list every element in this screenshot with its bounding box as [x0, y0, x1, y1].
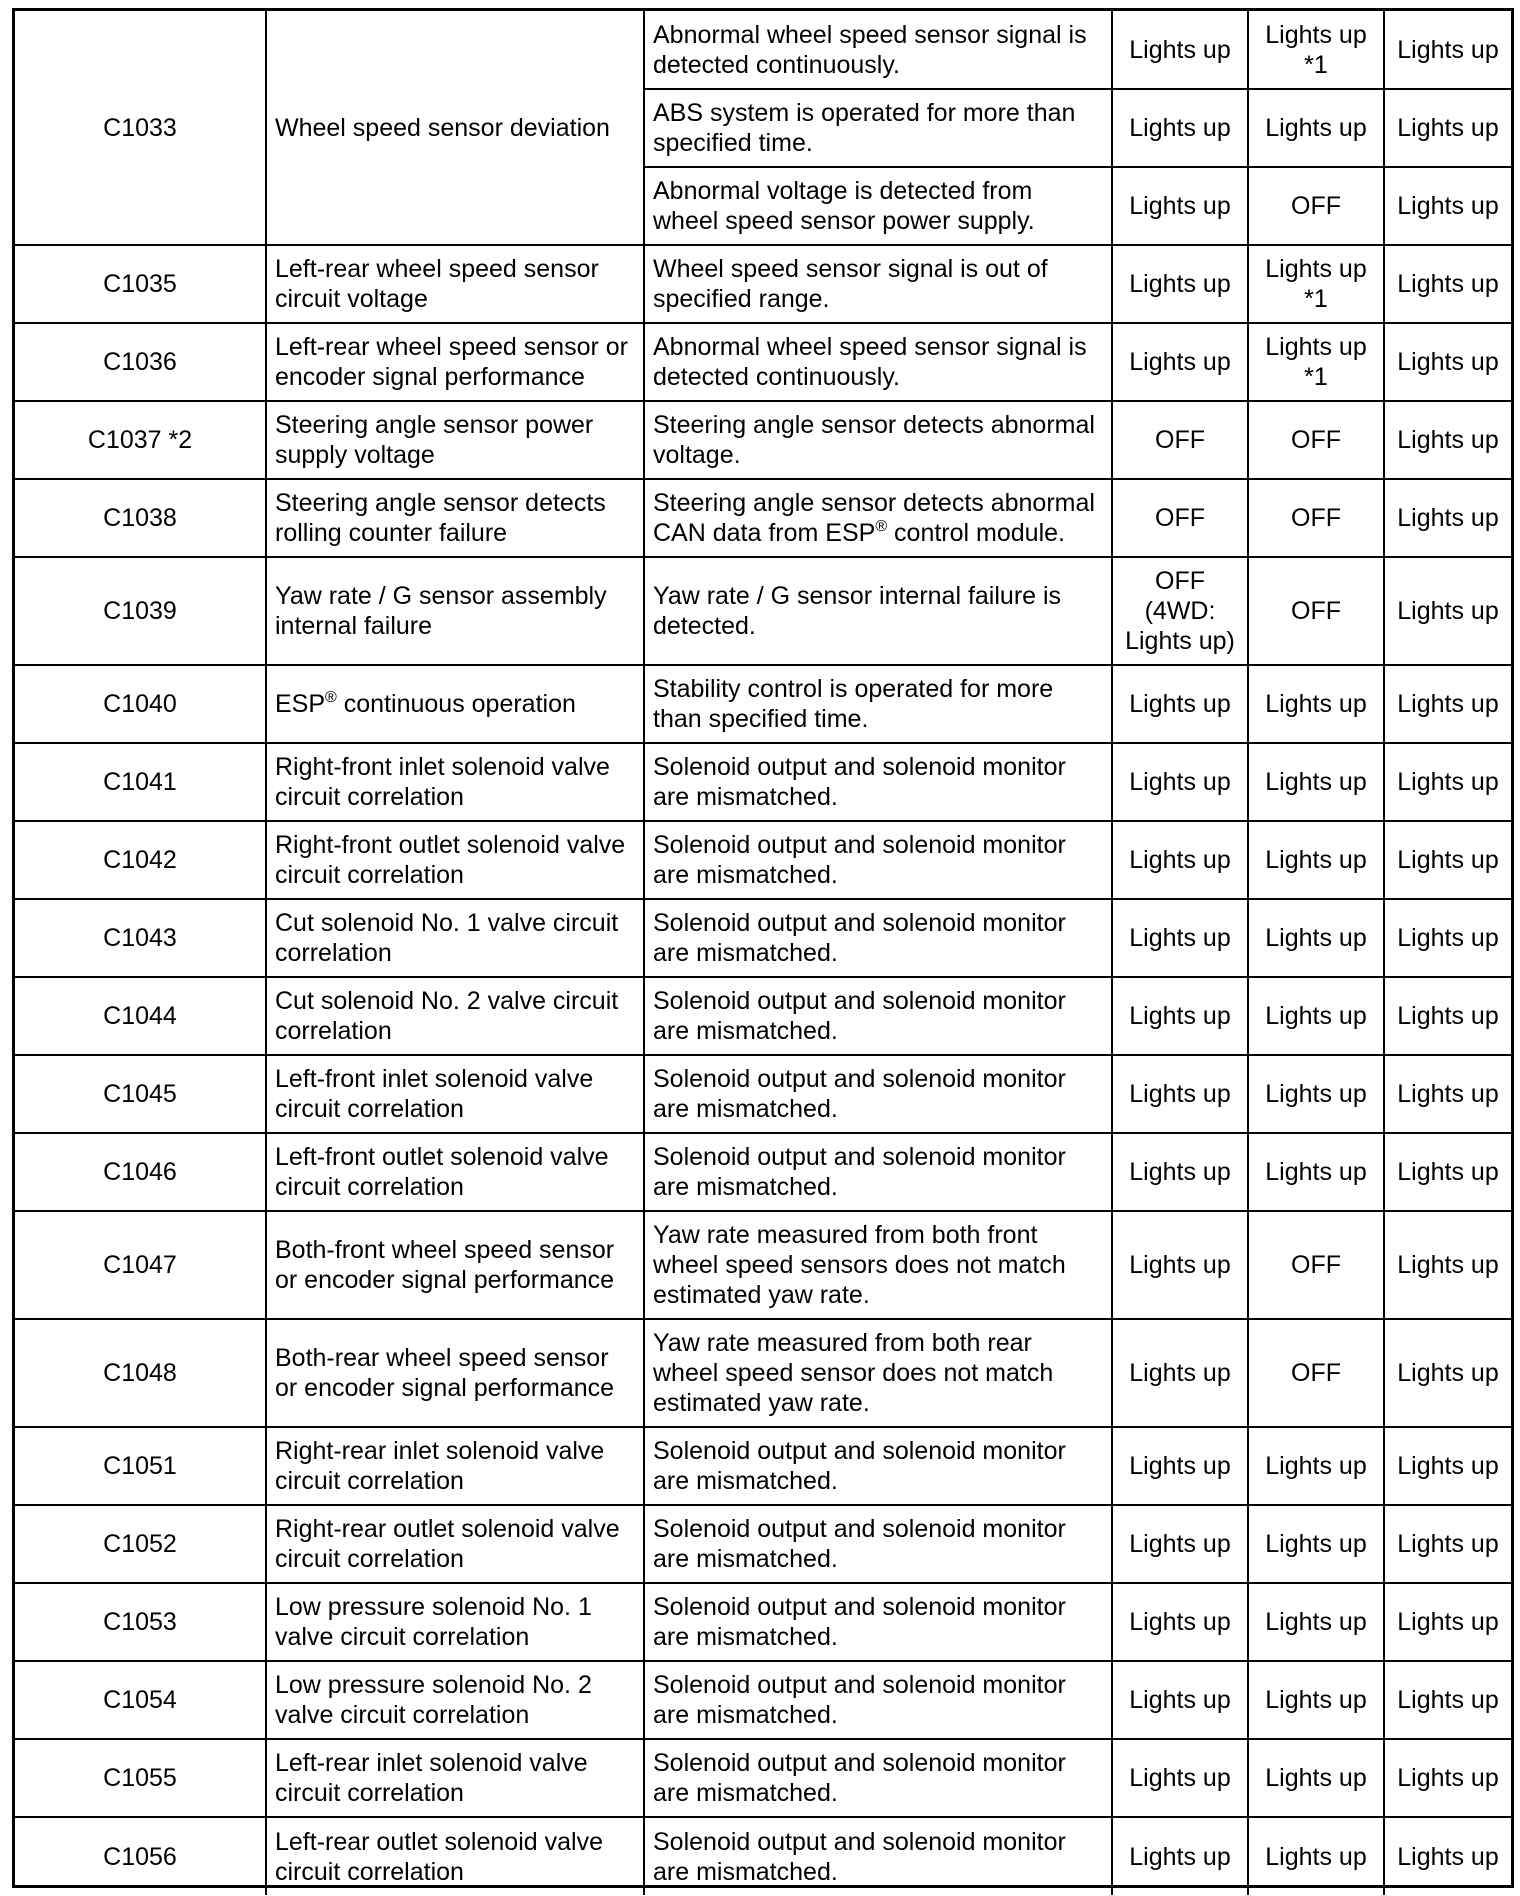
detection-condition: Solenoid output and solenoid monitor are mismatched.: [644, 1133, 1112, 1211]
table-row: [15, 1583, 1511, 1661]
diagnostic-item: Low pressure solenoid No. 2 valve circuit correlation: [266, 1661, 644, 1739]
dtc-code: C1044: [15, 977, 266, 1055]
lamp-status-3: Lights up: [1384, 89, 1511, 167]
lamp-status-1: Lights up: [1112, 1661, 1248, 1739]
table-row: [15, 1661, 1511, 1739]
lamp-status-1: Lights up: [1112, 899, 1248, 977]
lamp-status-2: Lights up *1: [1248, 11, 1384, 89]
detection-condition: Solenoid output and solenoid monitor are mismatched.: [644, 977, 1112, 1055]
lamp-status-2: OFF: [1248, 479, 1384, 557]
table-row: [15, 821, 1511, 899]
detection-condition: Yaw rate measured from both front wheel speed sensors does not match estimated yaw rate.: [644, 1211, 1112, 1319]
detection-condition: Solenoid output and solenoid monitor are mismatched.: [644, 1055, 1112, 1133]
lamp-status-1: Lights up: [1112, 1583, 1248, 1661]
lamp-status-2: OFF: [1248, 167, 1384, 245]
diagnostic-item: Left-front outlet solenoid valve circuit correlation: [266, 1133, 644, 1211]
diagnostic-item: ESP® continuous operation: [266, 665, 644, 743]
lamp-status-3: Lights up: [1384, 1583, 1511, 1661]
diagnostic-item: Left-rear inlet solenoid valve circuit correlation: [266, 1739, 644, 1817]
lamp-status-2: Lights up: [1248, 1583, 1384, 1661]
lamp-status-3: Lights up: [1384, 1427, 1511, 1505]
lamp-status-1: OFF: [1112, 479, 1248, 557]
dtc-code: C1036: [15, 323, 266, 401]
detection-condition: Solenoid output and solenoid monitor are mismatched.: [644, 1817, 1112, 1895]
dtc-code: C1042: [15, 821, 266, 899]
dtc-code: C1033: [15, 11, 266, 245]
lamp-status-1: Lights up: [1112, 1055, 1248, 1133]
lamp-status-1: Lights up: [1112, 977, 1248, 1055]
diagnostic-item: Wheel speed sensor deviation: [266, 11, 644, 245]
detection-condition: Solenoid output and solenoid monitor are mismatched.: [644, 899, 1112, 977]
lamp-status-2: Lights up: [1248, 899, 1384, 977]
lamp-status-1: Lights up: [1112, 1319, 1248, 1427]
table-row: [15, 665, 1511, 743]
lamp-status-3: Lights up: [1384, 1211, 1511, 1319]
detection-condition: Abnormal wheel speed sensor signal is detected continuously.: [644, 11, 1112, 89]
diagnostic-item: Steering angle sensor power supply voltage: [266, 401, 644, 479]
detection-condition: Solenoid output and solenoid monitor are mismatched.: [644, 743, 1112, 821]
lamp-status-3: Lights up: [1384, 167, 1511, 245]
dtc-code: C1051: [15, 1427, 266, 1505]
lamp-status-2: Lights up: [1248, 1055, 1384, 1133]
dtc-code: C1037 *2: [15, 401, 266, 479]
dtc-code: C1038: [15, 479, 266, 557]
lamp-status-3: Lights up: [1384, 743, 1511, 821]
lamp-status-2: Lights up: [1248, 821, 1384, 899]
dtc-table-container: [12, 8, 1514, 1888]
lamp-status-1: Lights up: [1112, 11, 1248, 89]
lamp-status-3: Lights up: [1384, 11, 1511, 89]
table-row: [15, 1319, 1511, 1427]
dtc-code: C1055: [15, 1739, 266, 1817]
detection-condition: Solenoid output and solenoid monitor are mismatched.: [644, 1505, 1112, 1583]
lamp-status-2: OFF: [1248, 557, 1384, 665]
lamp-status-3: Lights up: [1384, 479, 1511, 557]
diagnostic-item: Right-front outlet solenoid valve circuit correlation: [266, 821, 644, 899]
lamp-status-1: Lights up: [1112, 323, 1248, 401]
dtc-code: C1056: [15, 1817, 266, 1895]
table-row: [15, 557, 1511, 665]
lamp-status-1: Lights up: [1112, 167, 1248, 245]
lamp-status-1: Lights up: [1112, 245, 1248, 323]
table-row: [15, 245, 1511, 323]
detection-condition: Abnormal voltage is detected from wheel speed sensor power supply.: [644, 167, 1112, 245]
table-row: [15, 11, 1511, 89]
detection-condition: Stability control is operated for more than specified time.: [644, 665, 1112, 743]
lamp-status-3: Lights up: [1384, 1319, 1511, 1427]
dtc-table: [15, 11, 1511, 1895]
lamp-status-1: Lights up: [1112, 1817, 1248, 1895]
lamp-status-2: Lights up *1: [1248, 323, 1384, 401]
lamp-status-2: OFF: [1248, 1211, 1384, 1319]
lamp-status-2: Lights up *1: [1248, 245, 1384, 323]
dtc-code: C1048: [15, 1319, 266, 1427]
lamp-status-3: Lights up: [1384, 665, 1511, 743]
detection-condition: Yaw rate measured from both rear wheel speed sensor does not match estimated yaw rate.: [644, 1319, 1112, 1427]
lamp-status-2: OFF: [1248, 401, 1384, 479]
lamp-status-2: Lights up: [1248, 743, 1384, 821]
lamp-status-2: Lights up: [1248, 1661, 1384, 1739]
table-row: [15, 1427, 1511, 1505]
dtc-code: C1040: [15, 665, 266, 743]
diagnostic-item: Cut solenoid No. 2 valve circuit correlation: [266, 977, 644, 1055]
table-row: [15, 323, 1511, 401]
dtc-code: C1047: [15, 1211, 266, 1319]
table-row: [15, 977, 1511, 1055]
dtc-code: C1052: [15, 1505, 266, 1583]
lamp-status-1: Lights up: [1112, 743, 1248, 821]
detection-condition: Yaw rate / G sensor internal failure is detected.: [644, 557, 1112, 665]
lamp-status-2: Lights up: [1248, 977, 1384, 1055]
lamp-status-3: Lights up: [1384, 977, 1511, 1055]
lamp-status-2: Lights up: [1248, 1427, 1384, 1505]
detection-condition: Solenoid output and solenoid monitor are mismatched.: [644, 821, 1112, 899]
diagnostic-item: Left-rear wheel speed sensor circuit voltage: [266, 245, 644, 323]
lamp-status-1: Lights up: [1112, 821, 1248, 899]
detection-condition: Solenoid output and solenoid monitor are mismatched.: [644, 1427, 1112, 1505]
detection-condition: Steering angle sensor detects abnormal voltage.: [644, 401, 1112, 479]
lamp-status-3: Lights up: [1384, 1055, 1511, 1133]
dtc-code: C1043: [15, 899, 266, 977]
lamp-status-2: OFF: [1248, 1319, 1384, 1427]
lamp-status-3: Lights up: [1384, 1505, 1511, 1583]
lamp-status-3: Lights up: [1384, 899, 1511, 977]
dtc-code: C1053: [15, 1583, 266, 1661]
lamp-status-2: Lights up: [1248, 1505, 1384, 1583]
table-row: [15, 1211, 1511, 1319]
dtc-code: C1046: [15, 1133, 266, 1211]
lamp-status-3: Lights up: [1384, 1661, 1511, 1739]
diagnostic-item: Right-front inlet solenoid valve circuit correlation: [266, 743, 644, 821]
diagnostic-item: Left-rear outlet solenoid valve circuit correlation: [266, 1817, 644, 1895]
lamp-status-1: Lights up: [1112, 1211, 1248, 1319]
detection-condition: Solenoid output and solenoid monitor are mismatched.: [644, 1739, 1112, 1817]
diagnostic-item: Yaw rate / G sensor assembly internal failure: [266, 557, 644, 665]
lamp-status-3: Lights up: [1384, 821, 1511, 899]
lamp-status-1: Lights up: [1112, 1427, 1248, 1505]
lamp-status-1: Lights up: [1112, 1133, 1248, 1211]
lamp-status-2: Lights up: [1248, 665, 1384, 743]
dtc-code: C1041: [15, 743, 266, 821]
lamp-status-2: Lights up: [1248, 1817, 1384, 1895]
table-row: [15, 1505, 1511, 1583]
lamp-status-3: Lights up: [1384, 401, 1511, 479]
diagnostic-item: Both-front wheel speed sensor or encoder signal performance: [266, 1211, 644, 1319]
table-row: [15, 1055, 1511, 1133]
dtc-code: C1054: [15, 1661, 266, 1739]
diagnostic-item: Both-rear wheel speed sensor or encoder signal performance: [266, 1319, 644, 1427]
lamp-status-3: Lights up: [1384, 323, 1511, 401]
lamp-status-3: Lights up: [1384, 557, 1511, 665]
dtc-code: C1039: [15, 557, 266, 665]
detection-condition: Solenoid output and solenoid monitor are mismatched.: [644, 1661, 1112, 1739]
table-row: [15, 479, 1511, 557]
lamp-status-2: Lights up: [1248, 1739, 1384, 1817]
lamp-status-2: Lights up: [1248, 1133, 1384, 1211]
lamp-status-3: Lights up: [1384, 245, 1511, 323]
lamp-status-1: Lights up: [1112, 89, 1248, 167]
table-row: [15, 1133, 1511, 1211]
dtc-code: C1035: [15, 245, 266, 323]
lamp-status-3: Lights up: [1384, 1739, 1511, 1817]
diagnostic-item: Right-rear inlet solenoid valve circuit correlation: [266, 1427, 644, 1505]
detection-condition: Steering angle sensor detects abnormal CAN data from ESP® control module.: [644, 479, 1112, 557]
table-row: [15, 401, 1511, 479]
detection-condition: Abnormal wheel speed sensor signal is detected continuously.: [644, 323, 1112, 401]
table-row: [15, 1817, 1511, 1895]
table-row: [15, 743, 1511, 821]
lamp-status-1: Lights up: [1112, 1505, 1248, 1583]
detection-condition: Solenoid output and solenoid monitor are mismatched.: [644, 1583, 1112, 1661]
lamp-status-1: Lights up: [1112, 665, 1248, 743]
lamp-status-1: OFF (4WD: Lights up): [1112, 557, 1248, 665]
lamp-status-2: Lights up: [1248, 89, 1384, 167]
diagnostic-item: Steering angle sensor detects rolling counter failure: [266, 479, 644, 557]
lamp-status-1: Lights up: [1112, 1739, 1248, 1817]
table-row: [15, 899, 1511, 977]
diagnostic-item: Low pressure solenoid No. 1 valve circuit correlation: [266, 1583, 644, 1661]
diagnostic-item: Left-front inlet solenoid valve circuit correlation: [266, 1055, 644, 1133]
diagnostic-item: Right-rear outlet solenoid valve circuit correlation: [266, 1505, 644, 1583]
lamp-status-3: Lights up: [1384, 1817, 1511, 1895]
detection-condition: Wheel speed sensor signal is out of specified range.: [644, 245, 1112, 323]
lamp-status-3: Lights up: [1384, 1133, 1511, 1211]
dtc-code: C1045: [15, 1055, 266, 1133]
diagnostic-item: Left-rear wheel speed sensor or encoder signal performance: [266, 323, 644, 401]
table-row: [15, 1739, 1511, 1817]
detection-condition: ABS system is operated for more than specified time.: [644, 89, 1112, 167]
lamp-status-1: OFF: [1112, 401, 1248, 479]
diagnostic-item: Cut solenoid No. 1 valve circuit correlation: [266, 899, 644, 977]
